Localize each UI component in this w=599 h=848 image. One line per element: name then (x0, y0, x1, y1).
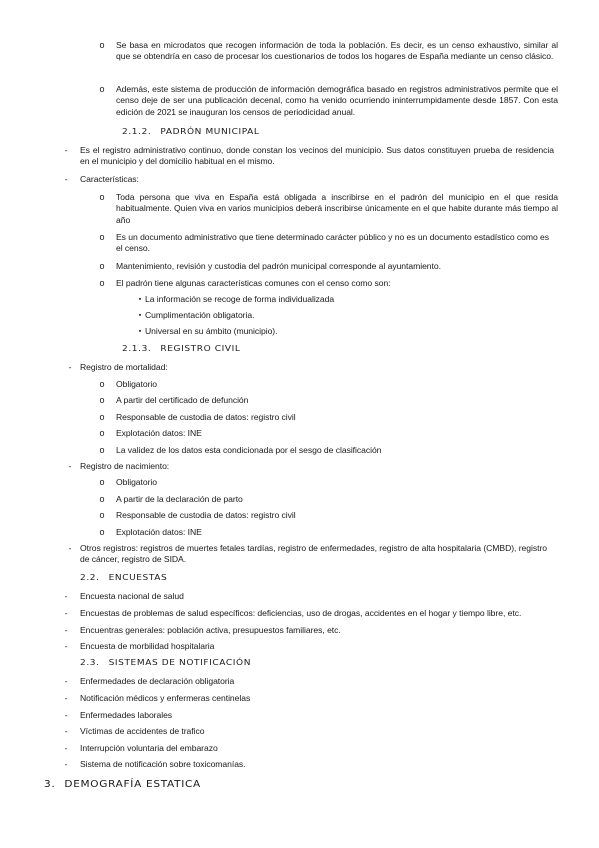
nacimiento-item (99, 510, 556, 521)
encuesta-item (64, 608, 554, 619)
dash-bullet: - (64, 641, 68, 651)
section-heading-encuestas (80, 573, 167, 582)
circle-bullet: o (99, 192, 105, 202)
square-bullet: ▪ (138, 296, 142, 303)
dash-bullet: - (68, 461, 72, 471)
section-title: REGISTRO CIVIL (160, 344, 241, 354)
notificacion-text: Enfermedades de declaración obligatoria (80, 676, 235, 686)
circle-bullet: o (99, 232, 105, 242)
section-number: 2.1.2. (122, 127, 152, 137)
circle-bullet: o (99, 395, 105, 405)
notificacion-text: Sistema de notificación sobre toxicomanías. (80, 759, 246, 769)
mortalidad-item (99, 445, 556, 456)
caracteristicas-label-text: Características: (80, 174, 139, 184)
circle-bullet: o (99, 412, 105, 422)
section-heading-notificacion (80, 658, 251, 667)
dash-bullet: - (64, 591, 68, 601)
comun-text: Universal en su ámbito (municipio). (145, 326, 278, 336)
nacimiento-item (99, 527, 556, 538)
nacimiento-text: A partir de la declaración de parto (116, 494, 243, 504)
padron-intro-text: Es el registro administrativo continuo, donde constan los vecinos del municipio. Sus datos constituyen prueba de residencia en el municipio y del domicilio habitual en el mismo. (80, 145, 554, 167)
dash-bullet: - (64, 693, 68, 703)
encuesta-item (64, 625, 554, 636)
notificacion-text: Enfermedades laborales (80, 710, 173, 720)
dash-bullet: - (68, 362, 72, 372)
dash-bullet: - (64, 145, 68, 155)
circle-bullet: o (99, 445, 105, 455)
census-bullet-text: Se basa en microdatos que recogen información de toda la población. Es decir, es un censo exhaustivo, similar al que se obtendría en caso de procesar los cuestionarios de todos los hogares de España mediante un censo clásico. (116, 40, 558, 62)
mortalidad-label-text: Registro de mortalidad: (80, 362, 168, 372)
caracteristica-item (99, 278, 556, 289)
dash-bullet: - (64, 608, 68, 618)
dash-bullet: - (64, 726, 68, 736)
circle-bullet: o (99, 494, 105, 504)
encuesta-item (64, 591, 554, 602)
caracteristica-item (99, 261, 556, 272)
mortalidad-item (99, 379, 556, 390)
otros-registros (68, 543, 554, 566)
notificacion-text: Víctimas de accidentes de trafico (80, 726, 205, 736)
caracteristica-text: Toda persona que viva en España está obligada a inscribirse en el padrón del municipio en el que resida habitualmente. Quien viva en varios municipios deberá inscribirse únicamente en el que habite durante más tiempo al año (116, 192, 558, 225)
caracteristica-text: El padrón tiene algunas características comunes con el censo como son: (116, 278, 391, 288)
mortalidad-text: Responsable de custodia de datos: registro civil (116, 412, 296, 422)
nacimiento-text: Responsable de custodia de datos: registro civil (116, 510, 296, 520)
circle-bullet: o (99, 278, 105, 288)
section-number: 2.2. (80, 573, 100, 583)
caracteristicas-label (64, 174, 554, 185)
mortalidad-text: A partir del certificado de defunción (116, 395, 249, 405)
section-title: ENCUESTAS (108, 573, 168, 583)
dash-bullet: - (64, 743, 68, 753)
notificacion-item (64, 693, 554, 704)
nacimiento-text: Explotación datos: INE (116, 527, 202, 537)
dash-bullet: - (68, 543, 72, 553)
notificacion-item (64, 676, 554, 687)
section-heading-demografia (44, 778, 201, 789)
dash-bullet: - (64, 759, 68, 769)
nacimiento-label (68, 461, 554, 472)
comun-text: La información se recoge de forma individualizada (145, 294, 335, 304)
section-number: 2.3. (80, 658, 100, 668)
square-bullet: ▪ (138, 328, 142, 335)
comun-item (138, 310, 545, 321)
section-title: PADRÓN MUNICIPAL (160, 127, 260, 137)
census-bullet-2 (99, 84, 558, 118)
circle-bullet: o (99, 84, 105, 94)
notificacion-item (64, 743, 554, 754)
notificacion-item (64, 726, 554, 737)
nacimiento-text: Obligatorio (116, 477, 158, 487)
circle-bullet: o (99, 510, 105, 520)
notificacion-item (64, 710, 554, 721)
caracteristica-text: Es un documento administrativo que tiene determinado carácter público y no es un documento estadístico como es el censo. (116, 232, 550, 254)
caracteristica-text: Mantenimiento, revisión y custodia del padrón municipal corresponde al ayuntamiento. (116, 261, 441, 271)
dash-bullet: - (64, 710, 68, 720)
mortalidad-item (99, 428, 556, 439)
dash-bullet: - (64, 676, 68, 686)
section-heading-registro-civil (122, 344, 241, 353)
comun-item (138, 294, 545, 305)
dash-bullet: - (64, 625, 68, 635)
census-bullet-1 (99, 40, 558, 63)
circle-bullet: o (99, 379, 105, 389)
encuesta-text: Encuesta nacional de salud (80, 591, 184, 601)
mortalidad-item (99, 395, 556, 406)
section-number: 3. (44, 778, 56, 790)
mortalidad-label (68, 362, 554, 373)
mortalidad-item (99, 412, 556, 423)
census-bullet-text: Además, este sistema de producción de información demográfica basado en registros administrativos permite que el censo deje de ser una publicación decenal, como ha venido ocurriendo ininterrumpidamente desde 1857. Con esta edición de 2021 se inauguran los censos de periodicidad anual. (116, 84, 558, 117)
notificacion-text: Notificación médicos y enfermeras centinelas (80, 693, 251, 703)
encuesta-item (64, 641, 554, 652)
encuesta-text: Encuesta de morbilidad hospitalaria (80, 641, 215, 651)
circle-bullet: o (99, 261, 105, 271)
notificacion-text: Interrupción voluntaria del embarazo (80, 743, 218, 753)
mortalidad-text: Obligatorio (116, 379, 158, 389)
comun-text: Cumplimentación obligatoria. (145, 310, 255, 320)
section-title: SISTEMAS DE NOTIFICACIÓN (108, 658, 252, 668)
mortalidad-text: La validez de los datos esta condicionada por el sesgo de clasificación (116, 445, 382, 455)
comun-item (138, 326, 545, 337)
circle-bullet: o (99, 428, 105, 438)
square-bullet: ▪ (138, 312, 142, 319)
circle-bullet: o (99, 40, 105, 50)
circle-bullet: o (99, 477, 105, 487)
otros-registros-text: Otros registros: registros de muertes fetales tardías, registro de enfermedades, registro de alta hospitalaria (CMBD), registro de cáncer, registro de SIDA. (80, 543, 547, 565)
nacimiento-item (99, 494, 556, 505)
nacimiento-item (99, 477, 556, 488)
dash-bullet: - (64, 174, 68, 184)
nacimiento-label-text: Registro de nacimiento: (80, 461, 170, 471)
section-heading-padron (122, 127, 260, 136)
notificacion-item (64, 759, 554, 770)
circle-bullet: o (99, 527, 105, 537)
caracteristica-item (99, 232, 556, 255)
section-title: DEMOGRAFÍA ESTATICA (64, 778, 201, 790)
encuesta-text: Encuestas de problemas de salud específicos: deficiencias, uso de drogas, accidentes en el hogar y tiempo libre, etc. (80, 608, 522, 618)
padron-intro (64, 145, 554, 168)
section-number: 2.1.3. (122, 344, 152, 354)
encuesta-text: Encuentras generales: población activa, presupuestos familiares, etc. (80, 625, 341, 635)
caracteristica-item (99, 192, 558, 226)
mortalidad-text: Explotación datos: INE (116, 428, 202, 438)
